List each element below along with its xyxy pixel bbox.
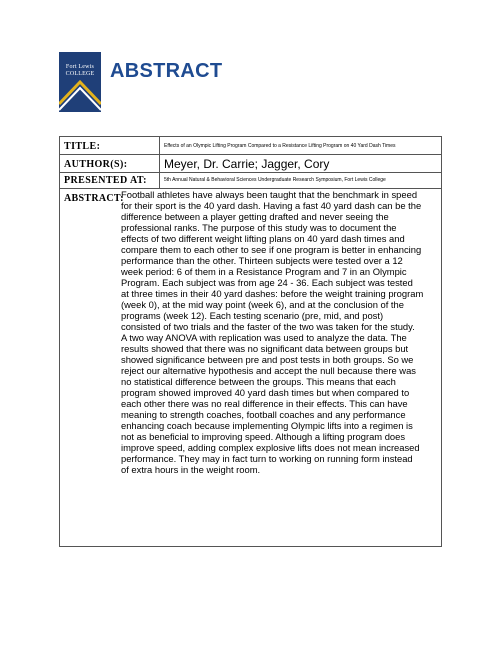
logo-line-1: Fort Lewis [65, 64, 95, 70]
logo-shield-icon [59, 52, 101, 112]
logo-line-2: COLLEGE [65, 71, 95, 77]
abstract-form [59, 136, 442, 547]
title-row [60, 137, 441, 155]
presented-value: 5th Annual Natural & Behavioral Sciences Undergraduate Research Symposium, Fort Lewis College [164, 177, 386, 183]
presented-label: PRESENTED AT: [64, 175, 147, 186]
author-value: Meyer, Dr. Carrie; Jagger, Cory [164, 157, 330, 171]
college-logo [59, 52, 101, 112]
title-label: TITLE: [64, 141, 101, 152]
author-row [60, 155, 441, 173]
abstract-label: ABSTRACT: [64, 193, 124, 204]
page-heading: ABSTRACT [110, 60, 223, 82]
author-label: AUTHOR(S): [64, 159, 128, 170]
title-value: Effects of an Olympic Lifting Program Compared to a Resistance Lifting Program on 40 Yard Dash Times [164, 143, 396, 149]
abstract-text: Football athletes have always been taught that the benchmark in speed for their sport is the 40 yard dash. Having a fast 40 yard dash can be the difference between a player getting drafted and never seeing the professional ranks. The purpose of this study was to document the effects of two different weight lifting plans on 40 yard dash times and compare them to each other to see if one program is better in enhancing performance than the other. Thirteen subjects were tested over a 12 week period: 6 of them in a Resistance Program and 7 in an Olympic Program. Each subject was from age 24 - 36. Each subject was tested at three times in their 40 yard dashes: before the weight training program (week 0), at the mid way point (week 6), and at the conclusion of the programs (week 12). Each testing scenario (pre, mid, and post) consisted of two trials and the faster of the two was taken for the study. A two way ANOVA with replication was used to analyze the data. The results showed that there was no significant data between groups but showed significance between pre and post tests in both groups. So we reject our alternative hypothesis and accept the null because there was no statistical difference between the groups. This means that each program showed improved 40 yard dash times but when compared to each other there was no real difference in their effects. This can have meaning to strength coaches, football coaches and any performance enhancing coach because implementing Olympic lifts into a regimen is not as beneficial to improving speed. Although a lifting program does improve speed, adding complex explosive lifts does not mean increased performance. They may in fact turn to working on running form instead of extra hours in the weight room. [121, 189, 424, 475]
presented-row [60, 173, 441, 189]
